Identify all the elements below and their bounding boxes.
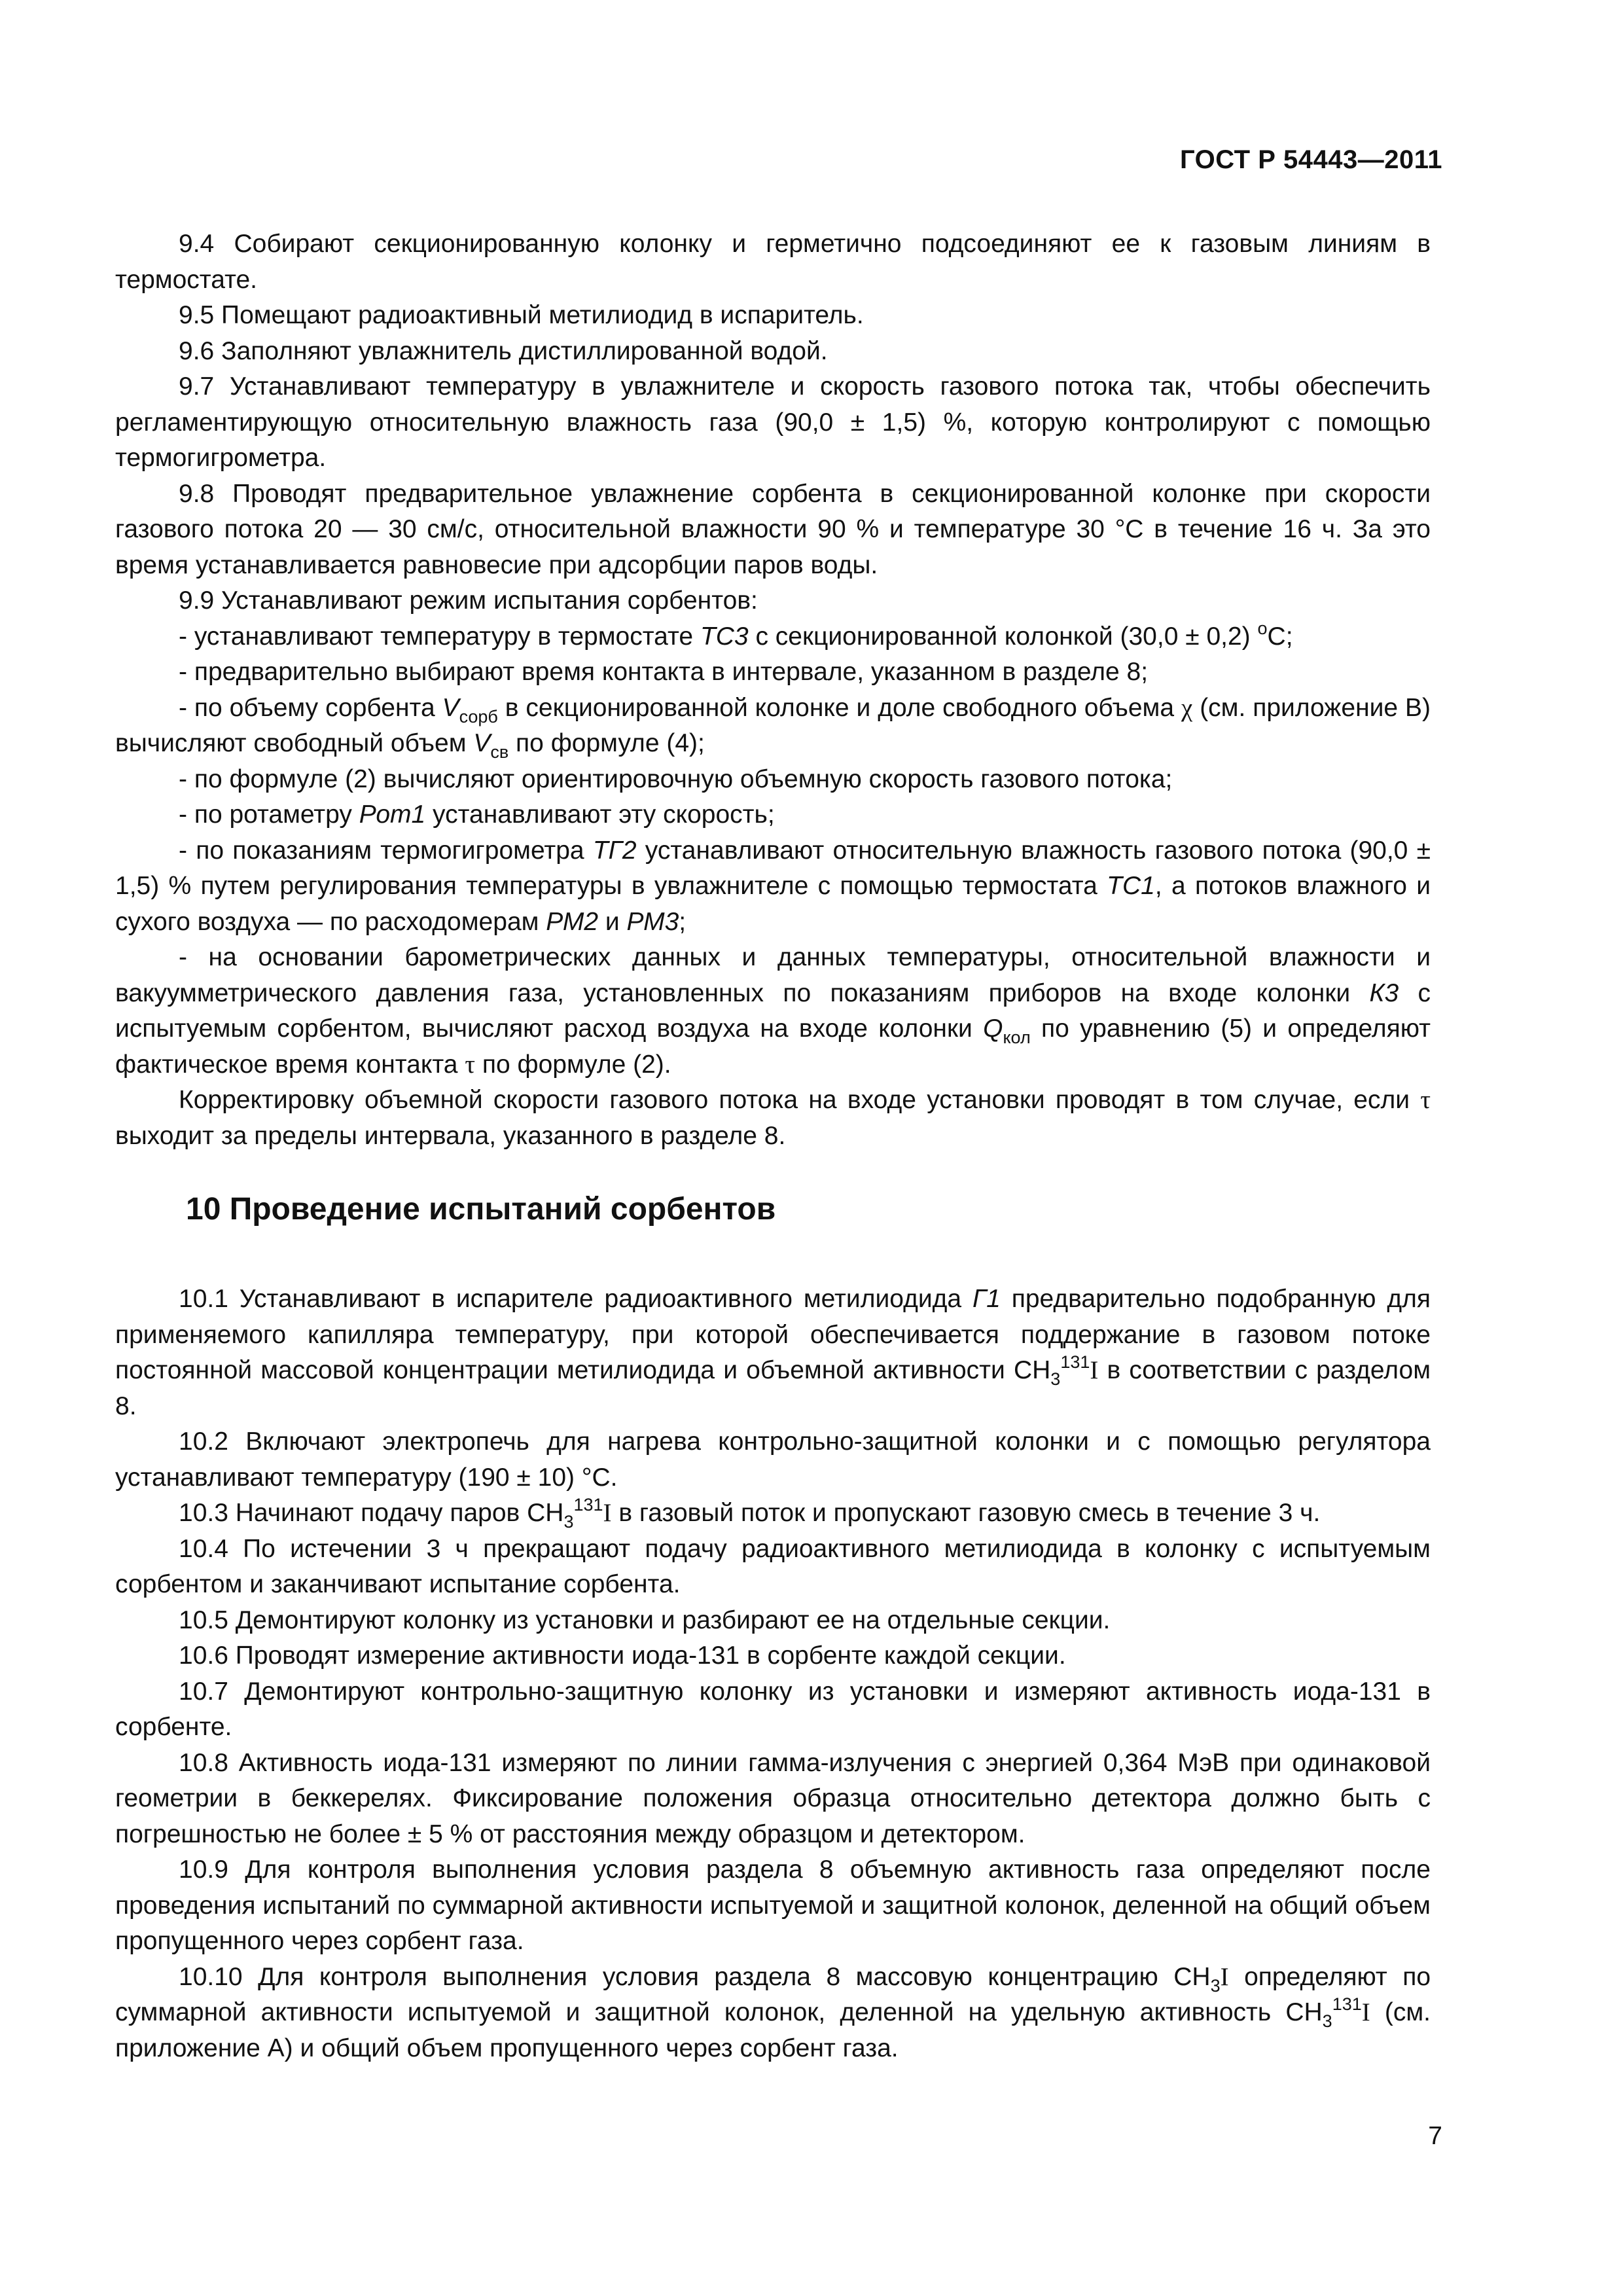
paragraph-10-4: 10.4 По истечении 3 ч прекращают подачу радиоактивного метилиодида в колонку с испытуемым сорбентом и заканчивают испытание сорбента. (115, 1534, 1431, 1598)
paragraph-10-10: 10.10 Для контроля выполнения условия раздела 8 массовую концентрацию $СН_3I$ определяют по суммарной активности испытуемой и защитной колонок, деленной на удельную активность $СН_3^{131}I$ (см. приложение А) и общий объем пропущенного через сорбент газа. (115, 1962, 1431, 2062)
paragraph-10-5: 10.5 Демонтируют колонку из установки и разбирают ее на отдельные секции. (179, 1605, 1111, 1634)
list-item-thermostat-temperature: - устанавливают температуру в термостате ТС3 с секционированной колонкой (30,0 ± 0,2) $^о$С; (179, 618, 1293, 651)
list-item-rotameter: - по ротаметру Рот1 устанавливают эту скорость; (179, 800, 775, 829)
paragraph-10-1: 10.1 Устанавливают в испарителе радиоактивного метилиодида Г1 предварительно подобранную для применяемого капилляра температуру, при которой обеспечивается поддержание в газовом потоке постоянной массовой концентрации метилиодида и объемной активности $СН_3^{131}I$ в соответствии с разделом 8. (115, 1285, 1431, 1420)
paragraph-10-6: 10.6 Проводят измерение активности иода-131 в сорбенте каждой секции. (179, 1641, 1066, 1670)
paragraph-9-7: 9.7 Устанавливают температуру в увлажнителе и скорость газового потока так, чтобы обеспечить регламентирующую относительную влажность газа (90,0 ± 1,5) %, которую контролируют с помощью термогигрометра. (115, 372, 1431, 472)
paragraph-9-8: 9.8 Проводят предварительное увлажнение сорбента в секционированной колонке при скорости газового потока 20 — 30 см/с, относительной влажности 90 % и температуре 30 °С в течение 16 ч. За это время устанавливается равновесие при адсорбции паров воды. (115, 479, 1431, 579)
paragraph-10-9: 10.9 Для контроля выполнения условия раздела 8 объемную активность газа определяют после проведения испытаний по суммарной активности испытуемой и защитной колонок, деленной на общий объем пропущенного через сорбент газа. (115, 1856, 1431, 1955)
page-number: 7 (1428, 2122, 1442, 2150)
list-item-flow-rate: - по формуле (2) вычисляют ориентировочную объемную скорость газового потока; (179, 764, 1173, 793)
list-item-free-volume: - по объему сорбента $V_{сорб}$ в секционированной колонке и доле свободного объема χ (см. приложение В) вычисляют свободный объем $V_{св}$ по формуле (4); (115, 693, 1431, 762)
list-item-humidity: - по показаниям термогигрометра ТГ2 устанавливают относительную влажность газового потока (90,0 ± 1,5) % путем регулирования температуры в увлажнителе с помощью термостата ТС1, а потоков влажного и сухого воздуха — по расходомерам РМ2 и РМ3; (115, 836, 1431, 936)
paragraph-10-2: 10.2 Включают электропечь для нагрева контрольно-защитной колонки и с помощью регулятора устанавливают температуру (190 ± 10) °С. (115, 1427, 1431, 1492)
paragraph-9-4: 9.4 Собирают секционированную колонку и герметично подсоединяют ее к газовым линиям в термостате. (115, 230, 1431, 294)
paragraph-9-6: 9.6 Заполняют увлажнитель дистиллированной водой. (179, 336, 828, 365)
paragraph-9-9: 9.9 Устанавливают режим испытания сорбентов: (179, 586, 758, 615)
paragraph-10-7: 10.7 Демонтируют контрольно-защитную колонку из установки и измеряют активность иода-131 в сорбенте. (115, 1677, 1431, 1741)
paragraph-9-5: 9.5 Помещают радиоактивный метилиодид в испаритель. (179, 301, 864, 329)
list-item-contact-time: - предварительно выбирают время контакта в интервале, указанном в разделе 8; (179, 658, 1149, 686)
list-item-air-flow: - на основании барометрических данных и данных температуры, относительной влажности и вакуумметрического давления газа, установленных по показаниям приборов на входе колонки К3 с испытуемым сорбентом, вычисляют расход воздуха на входе колонки $Q_{кол}$ по уравнению (5) и определяют фактическое время контакта τ по формуле (2). (115, 943, 1431, 1079)
paragraph-10-3: 10.3 Начинают подачу паров $СН_3^{131}I$ в газовый поток и пропускают газовую смесь в течение 3 ч. (179, 1495, 1321, 1532)
section-10-heading: 10 Проведение испытаний сорбентов (186, 1192, 776, 1227)
paragraph-flow-correction: Корректировку объемной скорости газового потока на входе установки проводят в том случае, если τ выходит за пределы интервала, указанного в разделе 8. (115, 1086, 1431, 1150)
document-code-header: ГОСТ Р 54443—2011 (1180, 145, 1442, 174)
section-9-body (115, 226, 1431, 1154)
paragraph-10-8: 10.8 Активность иода-131 измеряют по линии гамма-излучения с энергией 0,364 МэВ при одинаковой геометрии в беккерелях. Фиксирование положения образца относительно детектора должно быть с погрешностью не более ± 5 % от расстояния между образцом и детектором. (115, 1748, 1431, 1848)
section-10-body (115, 1282, 1431, 2066)
